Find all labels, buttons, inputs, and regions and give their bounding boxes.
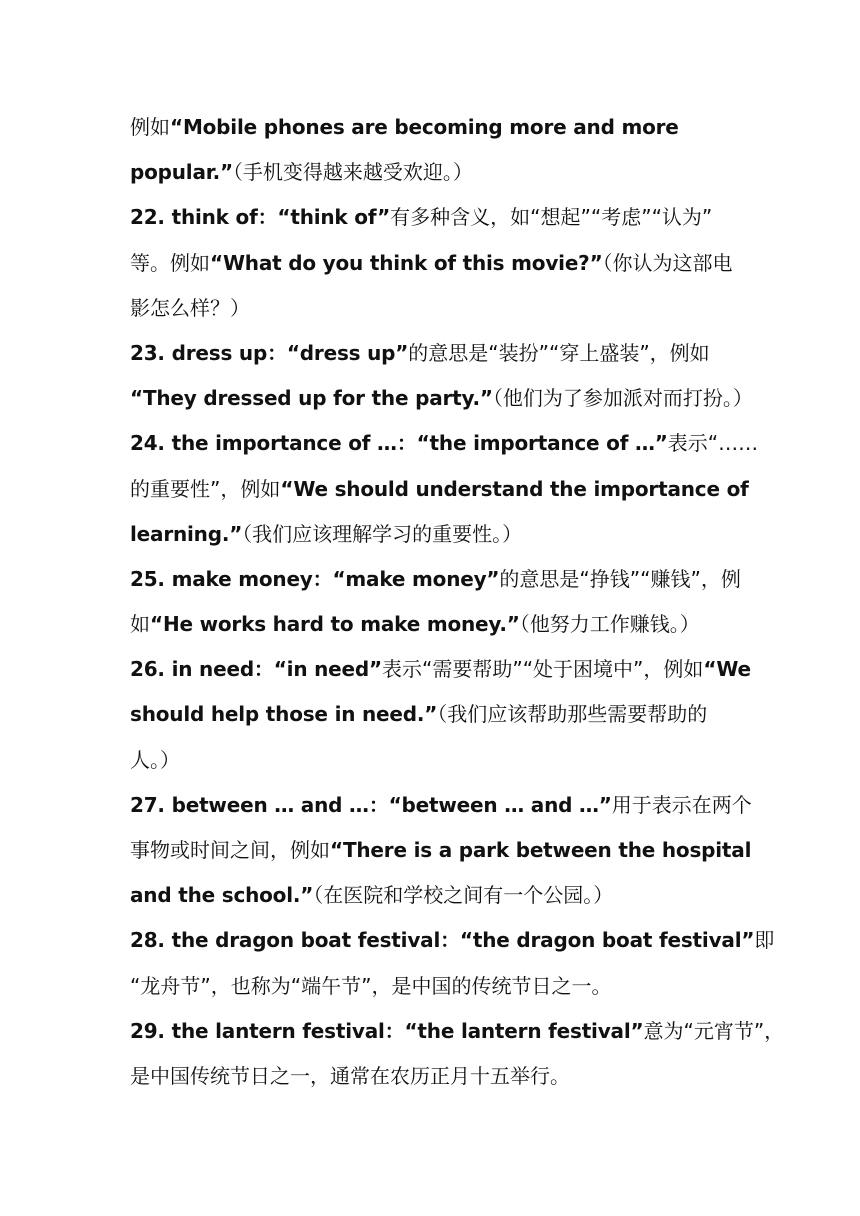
bold-text-segment: 28. the dragon boat festival：“the dragon boat festival” bbox=[130, 928, 755, 953]
text-segment: （我们应该帮助那些需要帮助的 bbox=[437, 702, 708, 727]
bold-text-segment: learning.” bbox=[130, 521, 243, 546]
text-line bbox=[130, 647, 755, 692]
text-line bbox=[130, 241, 755, 286]
text-line bbox=[130, 783, 755, 828]
text-segment: 是中国传统节日之一，通常在农历正月十五举行。 bbox=[130, 1063, 570, 1088]
text-segment: 如 bbox=[130, 612, 150, 637]
text-line bbox=[130, 602, 755, 647]
bold-text-segment: 27. between … and …：“between … and …” bbox=[130, 792, 612, 817]
text-line bbox=[130, 286, 755, 331]
bold-text-segment: “They dressed up for the party.” bbox=[130, 386, 493, 411]
bold-text-segment: “Mobile phones are becoming more and more bbox=[170, 115, 679, 139]
text-segment: （我们应该理解学习的重要性。） bbox=[242, 521, 523, 546]
text-segment: 等。例如 bbox=[130, 250, 210, 275]
text-segment: （他们为了参加派对而打扮。） bbox=[492, 386, 753, 411]
document-body bbox=[130, 105, 785, 1099]
text-line bbox=[130, 557, 755, 602]
text-segment: 即 bbox=[754, 928, 775, 953]
text-segment: 例如 bbox=[130, 115, 170, 139]
bold-text-segment: 25. make money：“make money” bbox=[130, 566, 500, 591]
text-segment: （手机变得越来越受欢迎。） bbox=[232, 160, 473, 185]
text-segment: 影怎么样？） bbox=[130, 295, 250, 320]
text-line bbox=[130, 1054, 755, 1099]
text-line bbox=[130, 331, 755, 376]
text-segment: 人。） bbox=[130, 747, 180, 772]
text-segment: 的意思是“装扮”“穿上盛装”，例如 bbox=[408, 340, 710, 365]
bold-text-segment: 26. in need：“in need” bbox=[130, 657, 382, 682]
text-segment: “龙舟节”，也称为“端午节”，是中国的传统节日之一。 bbox=[130, 973, 612, 998]
text-segment: 的重要性”，例如 bbox=[130, 476, 281, 501]
text-segment: 的意思是“挣钱”“赚钱”，例 bbox=[499, 566, 741, 591]
text-segment: 有多种含义，如“想起”“考虑”“认为” bbox=[390, 205, 713, 230]
bold-text-segment: popular.” bbox=[130, 160, 233, 185]
bold-text-segment: and the school.” bbox=[130, 883, 314, 908]
text-line bbox=[130, 512, 755, 557]
bold-text-segment: “There is a park between the hospital bbox=[330, 838, 752, 862]
bold-text-segment: “We should understand the importance of bbox=[280, 476, 749, 501]
text-segment: 用于表示在两个 bbox=[611, 792, 752, 817]
bold-text-segment: 24. the importance of …：“the importance of …” bbox=[130, 431, 668, 456]
text-segment: 事物或时间之间，例如 bbox=[130, 838, 330, 862]
text-line bbox=[130, 105, 755, 150]
bold-text-segment: “We bbox=[703, 657, 751, 682]
text-segment: （在医院和学校之间有一个公园。） bbox=[313, 883, 614, 908]
text-segment: 意为“元宵节”， bbox=[643, 1018, 785, 1043]
text-line bbox=[130, 692, 755, 737]
text-line bbox=[130, 964, 755, 1009]
text-line bbox=[130, 918, 775, 963]
text-line bbox=[130, 195, 755, 240]
text-line bbox=[130, 1009, 785, 1054]
text-segment: （他努力工作赚钱。） bbox=[519, 612, 700, 637]
text-segment: 表示“需要帮助”“处于困境中”，例如 bbox=[381, 657, 704, 682]
text-line bbox=[130, 421, 759, 466]
text-line bbox=[130, 467, 755, 512]
bold-text-segment: “He works hard to make money.” bbox=[150, 612, 520, 637]
bold-text-segment: “What do you think of this movie?” bbox=[210, 250, 603, 275]
bold-text-segment: 22. think of：“think of” bbox=[130, 205, 391, 230]
bold-text-segment: should help those in need.” bbox=[130, 702, 438, 727]
bold-text-segment: 29. the lantern festival：“the lantern festival” bbox=[130, 1018, 644, 1043]
text-line bbox=[130, 873, 755, 918]
text-segment: （你认为这部电 bbox=[602, 250, 733, 275]
text-segment: 表示“…… bbox=[667, 431, 759, 456]
text-line bbox=[130, 376, 755, 421]
text-line bbox=[130, 828, 755, 873]
bold-text-segment: 23. dress up：“dress up” bbox=[130, 340, 409, 365]
text-line bbox=[130, 738, 755, 783]
text-line bbox=[130, 150, 755, 195]
